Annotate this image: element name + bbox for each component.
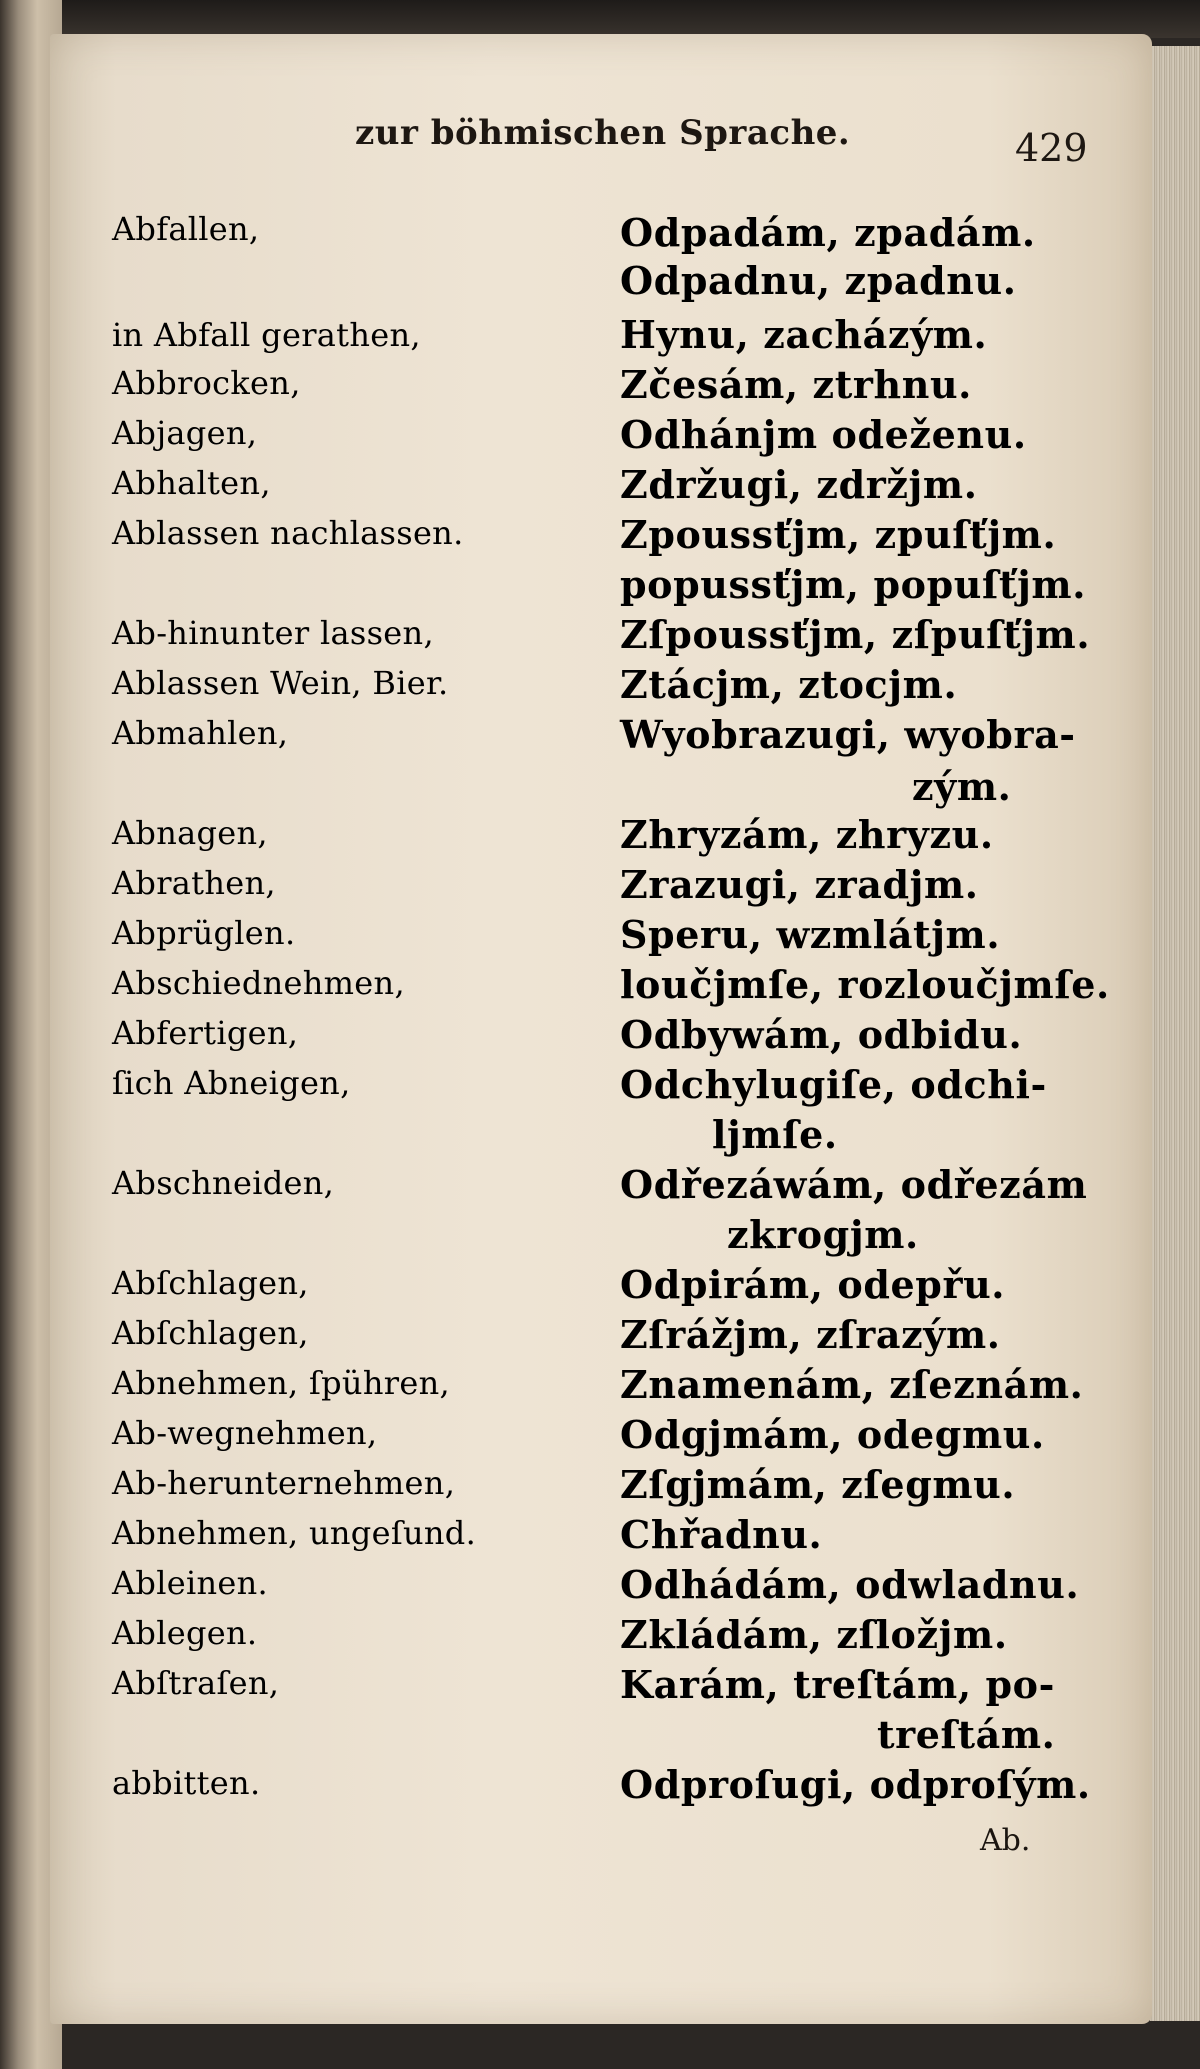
- czech-translation: Zſrážjm, zſrazým.: [620, 1312, 1001, 1357]
- german-term: Abhalten,: [112, 464, 271, 502]
- czech-translation: Znamenám, zſeznám.: [620, 1362, 1084, 1407]
- german-term: Ableinen.: [112, 1564, 269, 1602]
- czech-translation: Zdržugi, zdržjm.: [620, 462, 978, 507]
- czech-translation: zkrogjm.: [727, 1212, 919, 1257]
- czech-translation: Odhánjm odeženu.: [620, 412, 1027, 457]
- german-term: abbitten.: [112, 1764, 261, 1802]
- czech-translation: treſtám.: [877, 1712, 1056, 1757]
- czech-translation: Odpadnu, zpadnu.: [620, 258, 1017, 303]
- czech-translation: Odpadám, zpadám.: [620, 210, 1036, 255]
- german-term: Abprüglen.: [112, 914, 296, 952]
- czech-translation: Chřadnu.: [620, 1512, 823, 1557]
- page-stack-edge: [1150, 46, 1200, 2021]
- german-term: Abſtraſen,: [112, 1664, 280, 1702]
- german-term: in Abfall gerathen,: [112, 316, 421, 354]
- german-term: Abnehmen, ungeſund.: [112, 1514, 477, 1552]
- czech-translation: Odpirám, odepřu.: [620, 1262, 1006, 1307]
- german-term: Abſchlagen,: [112, 1314, 309, 1352]
- czech-translation: zým.: [912, 764, 1012, 809]
- german-term: Ab-wegnehmen,: [112, 1414, 378, 1452]
- catchword: Ab.: [980, 1823, 1031, 1858]
- german-term: Abschiednehmen,: [112, 964, 405, 1002]
- german-term: Abjagen,: [112, 414, 258, 452]
- czech-translation: Odgjmám, odegmu.: [620, 1412, 1045, 1457]
- german-term: Abfallen,: [112, 210, 260, 248]
- czech-translation: ljmſe.: [712, 1112, 838, 1157]
- book-top-shadow: [50, 0, 1200, 38]
- czech-translation: Zhryzám, zhryzu.: [620, 812, 994, 857]
- czech-translation: Ztácjm, ztocjm.: [620, 662, 958, 707]
- german-term: Abschneiden,: [112, 1164, 335, 1202]
- czech-translation: Odbywám, odbidu.: [620, 1012, 1023, 1057]
- czech-translation: Odproſugi, odproſým.: [620, 1762, 1091, 1807]
- page-number: 429: [1015, 126, 1088, 170]
- german-term: ſich Abneigen,: [112, 1064, 351, 1102]
- czech-translation: Wyobrazugi, wyobra-: [620, 712, 1076, 757]
- german-term: Abmahlen,: [112, 714, 289, 752]
- czech-translation: Odhádám, odwladnu.: [620, 1562, 1080, 1607]
- german-term: Ablegen.: [112, 1614, 258, 1652]
- czech-translation: loučjmſe, rozloučjmſe.: [620, 962, 1110, 1007]
- german-term: Ablassen nachlassen.: [112, 514, 464, 552]
- czech-translation: Zčesám, ztrhnu.: [620, 362, 973, 407]
- german-term: Abbrocken,: [112, 364, 301, 402]
- german-term: Ablassen Wein, Bier.: [112, 664, 449, 702]
- czech-translation: Zſgjmám, zſegmu.: [620, 1462, 1016, 1507]
- german-term: Abfertigen,: [112, 1014, 299, 1052]
- german-term: Abnehmen, ſpühren,: [112, 1364, 450, 1402]
- czech-translation: Odchylugiſe, odchi-: [620, 1062, 1047, 1107]
- czech-translation: popussťjm, popuſťjm.: [620, 562, 1087, 607]
- czech-translation: Zpoussťjm, zpuſťjm.: [620, 512, 1057, 557]
- german-term: Ab-herunternehmen,: [112, 1464, 456, 1502]
- german-term: Ab-hinunter lassen,: [112, 614, 434, 652]
- czech-translation: Hynu, zacházým.: [620, 312, 988, 357]
- czech-translation: Zrazugi, zradjm.: [620, 862, 979, 907]
- german-term: Abrathen,: [112, 864, 276, 902]
- czech-translation: Zſpoussťjm, zſpuſťjm.: [620, 612, 1091, 657]
- czech-translation: Zkládám, zſložjm.: [620, 1612, 1008, 1657]
- czech-translation: Karám, treſtám, po-: [620, 1662, 1055, 1707]
- german-term: Abſchlagen,: [112, 1264, 309, 1302]
- czech-translation: Speru, wzmlátjm.: [620, 912, 1001, 957]
- running-header: zur böhmischen Sprache.: [355, 113, 851, 153]
- czech-translation: Odřezáwám, odřezám: [620, 1162, 1088, 1207]
- german-term: Abnagen,: [112, 814, 268, 852]
